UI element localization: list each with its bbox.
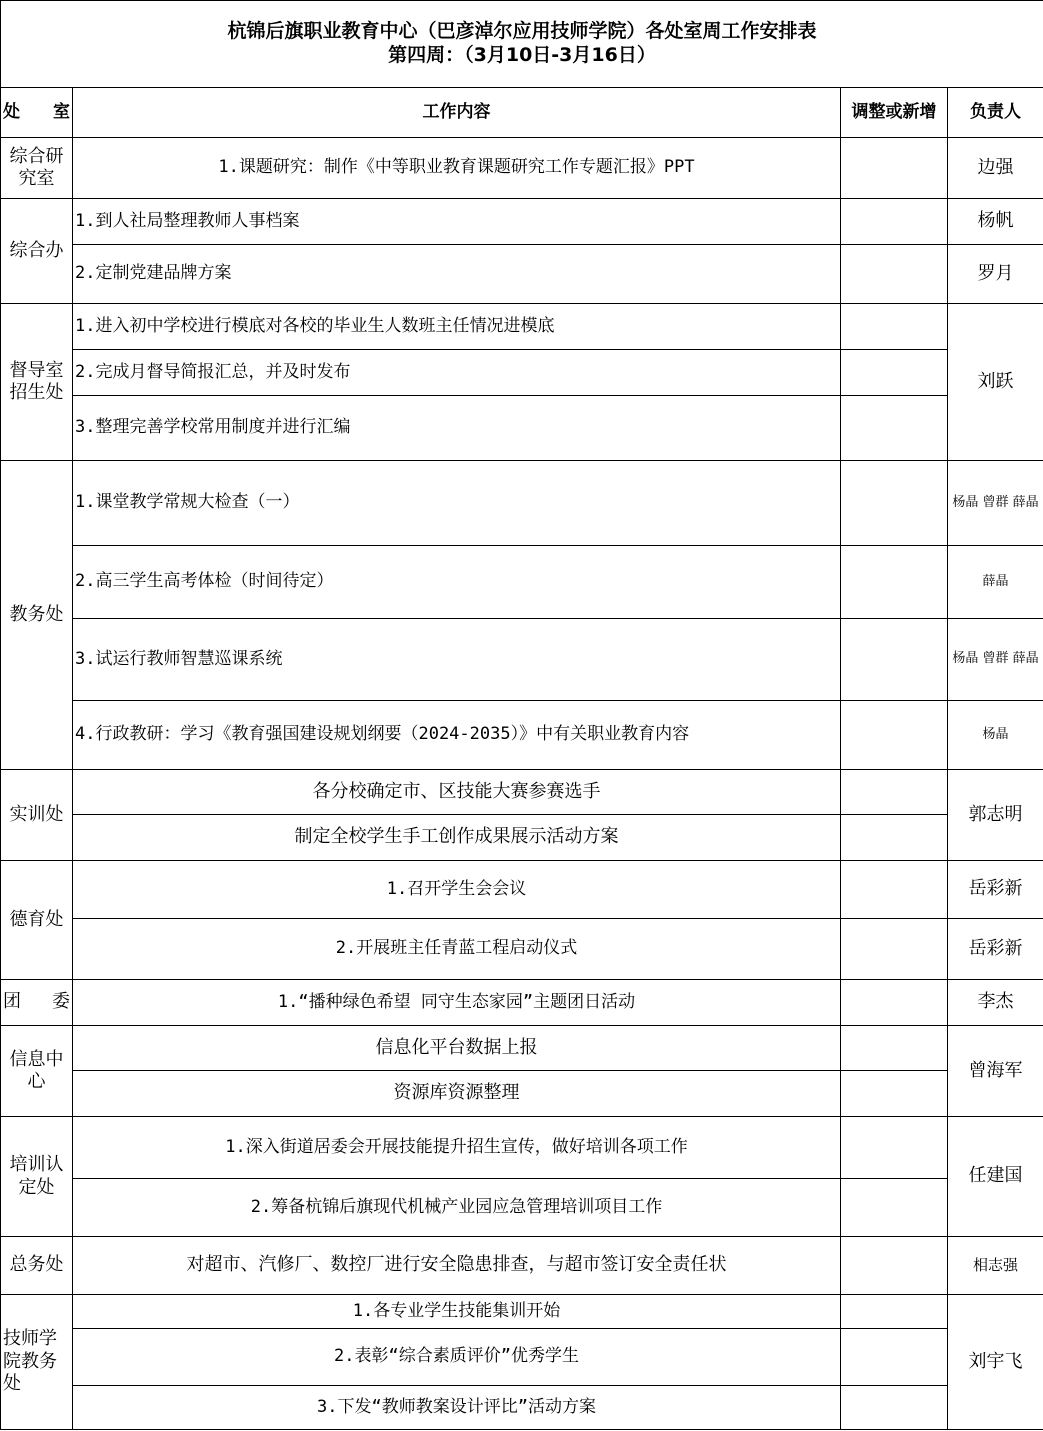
adjust-cell — [841, 350, 948, 396]
table-row — [1, 461, 1043, 546]
task-cell: 2.完成月督导简报汇总，并及时发布 — [73, 350, 841, 396]
owner-cell: 薛晶 — [948, 546, 1043, 619]
page-title — [1, 1, 1043, 88]
table-row — [1, 815, 1043, 861]
adjust-cell — [841, 461, 948, 546]
owner-cell: 任建国 — [948, 1117, 1043, 1237]
adjust-cell — [841, 1295, 948, 1329]
owner-cell: 杨晶 曾群 薛晶 — [948, 461, 1043, 546]
owner-cell: 罗月 — [948, 245, 1043, 304]
table-row — [1, 199, 1043, 245]
dept-cell: 实训处 — [1, 770, 73, 861]
task-cell: 3.下发“教师教案设计评比”活动方案 — [73, 1386, 841, 1430]
table-row — [1, 1329, 1043, 1386]
title-line-1: 杭锦后旗职业教育中心（巴彦淖尔应用技师学院）各处室周工作安排表 — [227, 20, 817, 43]
dept-cell: 总务处 — [1, 1237, 73, 1295]
title-line-2: 第四周：（3月10日-3月16日） — [388, 44, 656, 66]
adjust-cell — [841, 701, 948, 770]
table-row — [1, 245, 1043, 304]
adjust-cell — [841, 138, 948, 199]
table-row — [1, 546, 1043, 619]
task-cell: 2.定制党建品牌方案 — [73, 245, 841, 304]
task-cell: 2.筹备杭锦后旗现代机械产业园应急管理培训项目工作 — [73, 1179, 841, 1237]
owner-cell: 相志强 — [948, 1237, 1043, 1295]
task-cell: 1.深入街道居委会开展技能提升招生宣传，做好培训各项工作 — [73, 1117, 841, 1179]
header-adjust: 调整或新增 — [841, 88, 948, 138]
task-cell: 4.行政教研：学习《教育强国建设规划纲要（2024-2035）》中有关职业教育内容 — [73, 701, 841, 770]
owner-cell: 李杰 — [948, 980, 1043, 1026]
adjust-cell — [841, 1237, 948, 1295]
header-row — [1, 88, 1043, 138]
task-cell: 2.表彰“综合素质评价”优秀学生 — [73, 1329, 841, 1386]
task-cell: 2.开展班主任青蓝工程启动仪式 — [73, 919, 841, 980]
dept-cell: 信息中心 — [1, 1026, 73, 1117]
owner-cell: 岳彩新 — [948, 861, 1043, 919]
adjust-cell — [841, 770, 948, 815]
table-row — [1, 919, 1043, 980]
dept-cell: 综合办 — [1, 199, 73, 304]
table-row — [1, 1071, 1043, 1117]
owner-cell: 杨晶 曾群 薛晶 — [948, 619, 1043, 701]
task-cell: 1.召开学生会会议 — [73, 861, 841, 919]
task-cell: 1.到人社局整理教师人事档案 — [73, 199, 841, 245]
adjust-cell — [841, 861, 948, 919]
adjust-cell — [841, 1179, 948, 1237]
owner-cell: 郭志明 — [948, 770, 1043, 861]
table-row — [1, 304, 1043, 350]
task-cell: 1.课题研究：制作《中等职业教育课题研究工作专题汇报》PPT — [73, 138, 841, 199]
task-cell: 3.整理完善学校常用制度并进行汇编 — [73, 396, 841, 461]
adjust-cell — [841, 1117, 948, 1179]
adjust-cell — [841, 304, 948, 350]
owner-cell: 边强 — [948, 138, 1043, 199]
table-row — [1, 701, 1043, 770]
table-row — [1, 396, 1043, 461]
table-row — [1, 1026, 1043, 1071]
dept-cell: 督导室招生处 — [1, 304, 73, 461]
task-cell: 资源库资源整理 — [73, 1071, 841, 1117]
owner-cell: 岳彩新 — [948, 919, 1043, 980]
task-cell: 1.“播种绿色希望 同守生态家园”主题团日活动 — [73, 980, 841, 1026]
adjust-cell — [841, 1026, 948, 1071]
header-owner: 负责人 — [948, 88, 1043, 138]
adjust-cell — [841, 919, 948, 980]
dept-cell: 综合研究室 — [1, 138, 73, 199]
table-row — [1, 619, 1043, 701]
table-row — [1, 980, 1043, 1026]
table-row — [1, 350, 1043, 396]
owner-cell: 刘宇飞 — [948, 1295, 1043, 1430]
task-cell: 制定全校学生手工创作成果展示活动方案 — [73, 815, 841, 861]
dept-cell: 德育处 — [1, 861, 73, 980]
dept-cell: 技师学院教务处 — [1, 1295, 73, 1430]
table-row — [1, 1237, 1043, 1295]
owner-cell: 刘跃 — [948, 304, 1043, 461]
header-content: 工作内容 — [73, 88, 841, 138]
adjust-cell — [841, 815, 948, 861]
adjust-cell — [841, 1329, 948, 1386]
dept-cell: 培训认定处 — [1, 1117, 73, 1237]
adjust-cell — [841, 1071, 948, 1117]
adjust-cell — [841, 619, 948, 701]
table-row — [1, 770, 1043, 815]
adjust-cell — [841, 199, 948, 245]
task-cell: 信息化平台数据上报 — [73, 1026, 841, 1071]
adjust-cell — [841, 546, 948, 619]
table-row — [1, 1179, 1043, 1237]
task-cell: 1.进入初中学校进行模底对各校的毕业生人数班主任情况进模底 — [73, 304, 841, 350]
owner-cell: 杨帆 — [948, 199, 1043, 245]
dept-cell: 团委 — [1, 980, 73, 1026]
table-row — [1, 1386, 1043, 1430]
title-row — [1, 1, 1043, 88]
table-row — [1, 1295, 1043, 1329]
task-cell: 各分校确定市、区技能大赛参赛选手 — [73, 770, 841, 815]
table-row — [1, 1117, 1043, 1179]
owner-cell: 杨晶 — [948, 701, 1043, 770]
owner-cell: 曾海军 — [948, 1026, 1043, 1117]
adjust-cell — [841, 245, 948, 304]
task-cell: 2.高三学生高考体检（时间待定） — [73, 546, 841, 619]
header-dept: 处 室 — [1, 88, 73, 138]
adjust-cell — [841, 1386, 948, 1430]
task-cell: 3.试运行教师智慧巡课系统 — [73, 619, 841, 701]
task-cell: 对超市、汽修厂、数控厂进行安全隐患排查，与超市签订安全责任状 — [73, 1237, 841, 1295]
adjust-cell — [841, 980, 948, 1026]
table-row — [1, 138, 1043, 199]
dept-cell: 教务处 — [1, 461, 73, 770]
task-cell: 1.各专业学生技能集训开始 — [73, 1295, 841, 1329]
task-cell: 1.课堂教学常规大检查（一） — [73, 461, 841, 546]
adjust-cell — [841, 396, 948, 461]
table-row — [1, 861, 1043, 919]
